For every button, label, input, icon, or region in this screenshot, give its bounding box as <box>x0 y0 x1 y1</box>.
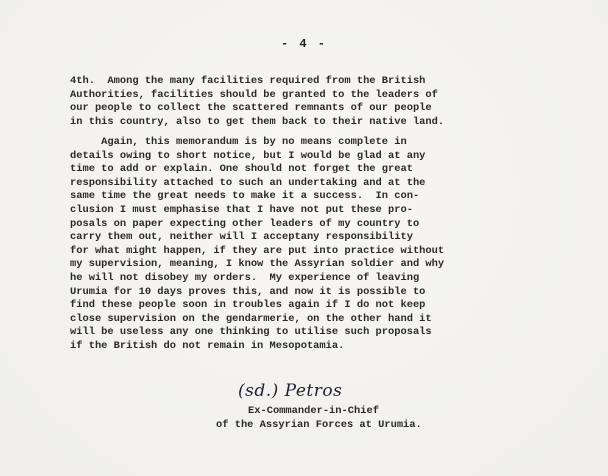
paragraph-line: will be useless any one thinking to utilise such proposals <box>70 326 432 339</box>
paragraph-2 <box>70 136 566 354</box>
paragraph-line: my supervision, meaning, I know the Assyrian soldier and why <box>70 258 445 271</box>
signatory-affiliation: of the Assyrian Forces at Urumia. <box>216 418 422 431</box>
paragraph-line: Again, this memorandum is by no means complete in <box>70 136 407 148</box>
paragraph-line: our people to collect the scattered remnants of our people <box>70 102 432 115</box>
paragraph-line: he will not disobey my orders. My experience of leaving <box>70 271 420 284</box>
paragraph-line: Authorities, facilities should be granted to the leaders of <box>70 88 438 101</box>
paragraph-line: posals on paper expecting other leaders of my country to <box>70 217 420 230</box>
paragraph-line: in this country, also to get them back to their native land. <box>70 115 445 128</box>
paragraph-line: if the British do not remain in Mesopotamia. <box>70 339 345 352</box>
paragraph-line: same time the great needs to make it a success. In con- <box>70 190 420 203</box>
paragraph-line: carry them out, neither will I acceptany responsibility <box>70 231 413 244</box>
paragraph-line: Urumia for 10 days proves this, and now it is possible to <box>70 285 426 298</box>
paragraph-line: close supervision on the gendarmerie, on the other hand it <box>70 312 432 325</box>
paragraph-line: time to add or explain. One should not forget the great <box>70 163 413 176</box>
paragraph-line: 4th. Among the many facilities required from the British <box>70 75 426 87</box>
handwritten-signature: (sd.) Petros <box>238 381 343 401</box>
paragraph-line: responsibility attached to such an undertaking and at the <box>70 176 426 189</box>
paragraph-line: for what might happen, if they are put into practice without <box>70 244 445 257</box>
signatory-block <box>216 405 466 432</box>
signatory-title: Ex-Commander-in-Chief <box>248 405 379 417</box>
page-number: - 4 - <box>280 37 327 51</box>
paragraph-line: clusion I must emphasise that I have not put these pro- <box>70 203 413 216</box>
paragraph-line: find these people soon in troubles again if I do not keep <box>70 299 426 312</box>
paragraph-line: details owing to short notice, but I would be glad at any <box>70 149 426 162</box>
paragraph-1 <box>70 75 566 129</box>
